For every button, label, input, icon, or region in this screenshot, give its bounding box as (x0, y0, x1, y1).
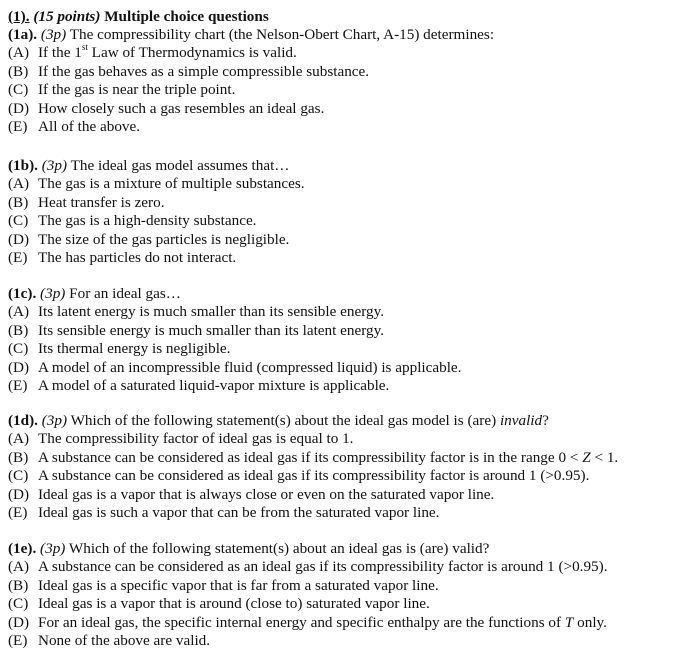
option-text: A model of an incompressible fluid (compressed liquid) is applicable. (38, 358, 462, 376)
section-number: (1). (8, 8, 30, 25)
option-c (8, 340, 694, 358)
question-points: (3p) (40, 26, 67, 43)
option-text: A substance can be considered as an ideal gas if its compressibility factor is around 1 (>0.95). (38, 558, 608, 576)
option-text: A substance can be considered as ideal gas if its compressibility factor is around 1 (>0.95). (38, 467, 590, 485)
option-text: Its thermal energy is negligible. (38, 340, 231, 358)
option-d (8, 486, 694, 504)
option-letter: (B) (8, 448, 29, 466)
option-text: Ideal gas is a vapor that is around (close to) saturated vapor line. (38, 595, 430, 613)
option-letter: (B) (8, 62, 29, 80)
option-text: Ideal gas is such a vapor that can be from the saturated vapor line. (38, 504, 440, 522)
option-text: Ideal gas is a specific vapor that is far from a saturated vapor line. (38, 576, 439, 594)
question-stem (8, 540, 694, 558)
option-a (8, 175, 694, 193)
question-label: (1c). (8, 285, 37, 302)
option-text: The gas is a mixture of multiple substances. (38, 175, 305, 193)
option-b (8, 577, 694, 595)
option-d (8, 231, 694, 249)
option-letter: (B) (8, 576, 29, 594)
option-text: Its latent energy is much smaller than its sensible energy. (38, 303, 384, 321)
option-a (8, 44, 694, 62)
option-letter: (E) (8, 632, 28, 650)
question-1c (8, 285, 694, 395)
option-text: Its sensible energy is much smaller than its latent energy. (38, 321, 384, 339)
option-a (8, 303, 694, 321)
emphasis-invalid: invalid (499, 412, 543, 429)
option-letter: (A) (8, 44, 30, 62)
question-stem (8, 26, 694, 44)
option-text: The gas is a high-density substance. (38, 212, 257, 230)
option-letter: (D) (8, 358, 30, 376)
option-letter: (B) (8, 321, 29, 339)
option-text: For an ideal gas, the specific internal energy and specific enthalpy are the functions of T only. (38, 613, 607, 631)
option-text: The compressibility factor of ideal gas is equal to 1. (38, 430, 354, 448)
option-text: The size of the gas particles is negligible. (38, 230, 290, 248)
option-text: If the 1st Law of Thermodynamics is valid. (38, 42, 297, 62)
question-text: The compressibility chart (the Nelson-Obert Chart, A-15) determines: (69, 26, 495, 43)
question-points: (3p) (41, 412, 68, 429)
question-stem (8, 285, 694, 303)
option-e (8, 249, 694, 267)
option-letter: (C) (8, 595, 29, 613)
option-letter: (A) (8, 558, 30, 576)
question-label: (1e). (8, 540, 37, 557)
option-c (8, 595, 694, 613)
option-letter: (C) (8, 212, 29, 230)
option-c (8, 81, 694, 99)
option-letter: (B) (8, 193, 29, 211)
option-text: None of the above are valid. (38, 632, 211, 650)
option-a (8, 558, 694, 576)
option-e (8, 504, 694, 522)
option-letter: (C) (8, 81, 29, 99)
variable-t: T (564, 613, 574, 631)
question-label: (1b). (8, 157, 38, 174)
question-text: Which of the following statement(s) about an ideal gas is (are) valid? (68, 540, 490, 557)
question-text: Which of the following statement(s) about the ideal gas model is (are) invalid? (70, 412, 549, 429)
option-b (8, 449, 694, 467)
option-letter: (E) (8, 504, 28, 522)
option-c (8, 212, 694, 230)
option-e (8, 377, 694, 395)
question-1a (8, 26, 694, 136)
option-letter: (D) (8, 99, 30, 117)
variable-z: Z (582, 448, 591, 466)
option-text: Ideal gas is a vapor that is always close or even on the saturated vapor line. (38, 485, 495, 503)
option-e (8, 632, 694, 650)
option-letter: (A) (8, 175, 30, 193)
ordinal-superscript: st (81, 42, 88, 53)
option-text: Heat transfer is zero. (38, 193, 165, 211)
question-label: (1d). (8, 412, 38, 429)
option-text: How closely such a gas resembles an ideal gas. (38, 99, 325, 117)
option-d (8, 614, 694, 632)
option-text: A substance can be considered as ideal gas if its compressibility factor is in the range 0 < Z < 1. (38, 448, 619, 466)
option-letter: (C) (8, 467, 29, 485)
option-text: If the gas is near the triple point. (38, 81, 236, 99)
option-b (8, 194, 694, 212)
question-points: (3p) (40, 540, 66, 557)
option-letter: (A) (8, 430, 30, 448)
option-text: If the gas behaves as a simple compressible substance. (38, 62, 370, 80)
option-letter: (A) (8, 303, 30, 321)
option-d (8, 100, 694, 118)
option-letter: (C) (8, 340, 29, 358)
question-1e (8, 540, 694, 650)
option-letter: (E) (8, 377, 28, 395)
section-title: Multiple choice questions (104, 8, 269, 25)
option-b (8, 63, 694, 81)
question-points: (3p) (40, 285, 66, 302)
option-text: The has particles do not interact. (38, 249, 237, 267)
option-b (8, 322, 694, 340)
question-1d (8, 412, 694, 522)
question-text: The ideal gas model assumes that… (70, 157, 290, 174)
option-e (8, 118, 694, 136)
option-letter: (E) (8, 118, 28, 136)
question-points: (3p) (41, 157, 68, 174)
question-text: For an ideal gas… (69, 285, 181, 302)
question-label: (1a). (8, 26, 38, 43)
option-text: All of the above. (38, 118, 141, 136)
question-stem (8, 412, 694, 430)
question-stem (8, 157, 694, 175)
option-letter: (D) (8, 485, 30, 503)
option-a (8, 430, 694, 448)
option-text: A model of a saturated liquid-vapor mixture is applicable. (38, 377, 390, 395)
option-letter: (E) (8, 249, 28, 267)
section-points: (15 points) (33, 8, 101, 25)
option-d (8, 359, 694, 377)
option-letter: (D) (8, 613, 30, 631)
section-header (8, 8, 694, 26)
option-letter: (D) (8, 230, 30, 248)
option-c (8, 467, 694, 485)
question-1b (8, 157, 694, 267)
